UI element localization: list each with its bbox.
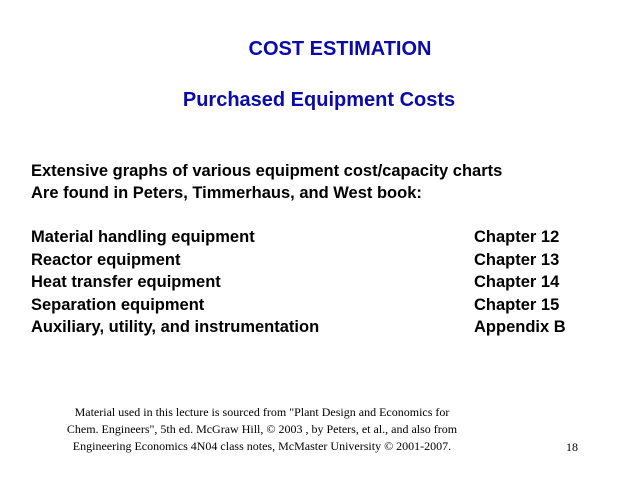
equipment-label: Heat transfer equipment (31, 273, 221, 291)
footnote-line: Engineering Economics 4N04 class notes, McMaster University © 2001-2007. (72, 439, 452, 453)
footnote-line: Chem. Engineers", 5th ed. McGraw Hill, © 2003 , by Peters, et al., and also from (66, 422, 458, 436)
equipment-list (31, 226, 591, 339)
chapter-reference: Chapter 14 (474, 273, 560, 291)
intro-line: Are found in Peters, Timmerhaus, and West book: (31, 184, 422, 202)
page-number: 18 (566, 440, 578, 454)
intro-paragraph (31, 160, 502, 204)
slide-subtitle (0, 88, 638, 112)
equipment-label: Separation equipment (31, 295, 205, 314)
source-footnote (52, 404, 472, 455)
equipment-label: Material handling equipment (31, 228, 255, 246)
slide-title (0, 37, 638, 61)
equipment-label: Reactor equipment (31, 250, 181, 269)
footnote-line: Material used in this lecture is sourced from "Plant Design and Economics for (74, 405, 450, 419)
equipment-list-item (31, 249, 591, 272)
chapter-reference: Appendix B (474, 318, 566, 336)
chapter-reference: Chapter 12 (474, 228, 560, 246)
equipment-list-item (31, 226, 591, 249)
chapter-reference: Chapter 13 (474, 250, 560, 269)
chapter-reference: Chapter 15 (474, 295, 560, 314)
intro-line: Extensive graphs of various equipment cost/capacity charts (31, 162, 503, 180)
equipment-list-item (31, 316, 591, 339)
equipment-list-item (31, 271, 591, 294)
equipment-label: Auxiliary, utility, and instrumentation (31, 318, 320, 336)
equipment-list-item (31, 294, 591, 317)
slide-title-text: COST ESTIMATION (248, 38, 432, 60)
slide-subtitle-text: Purchased Equipment Costs (182, 89, 456, 111)
